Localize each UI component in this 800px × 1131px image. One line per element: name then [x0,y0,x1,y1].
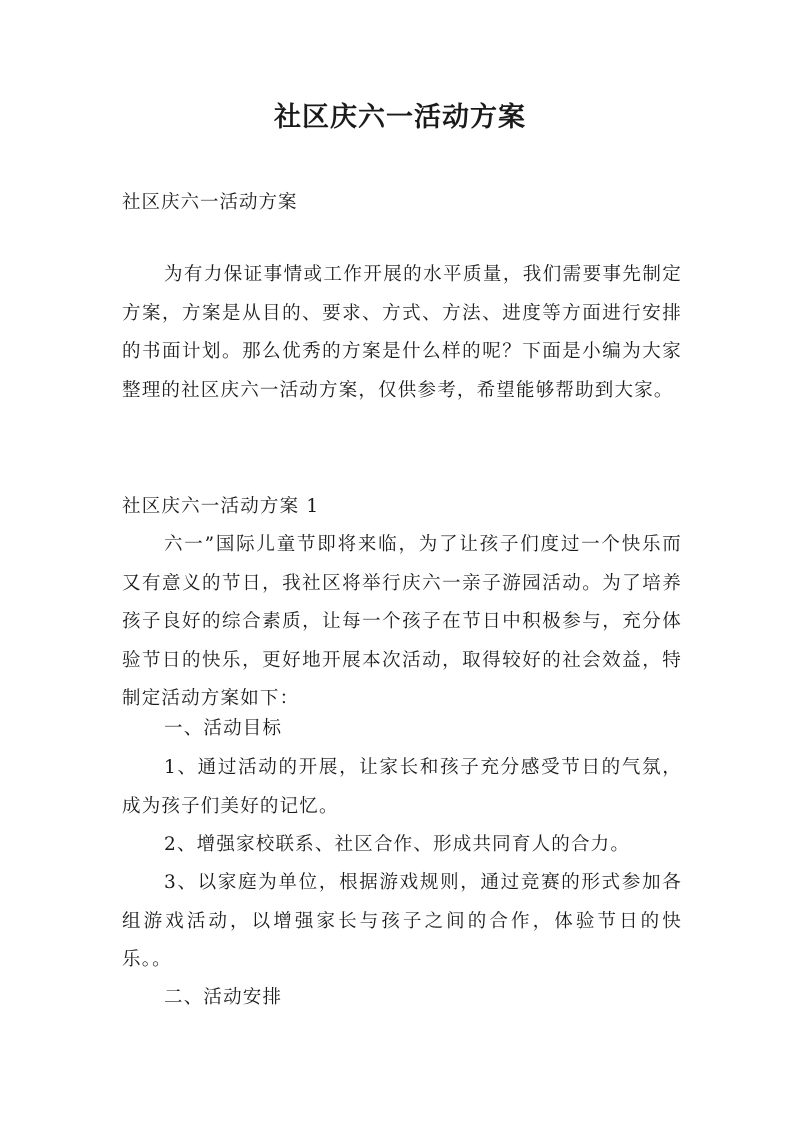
goal-item-1: 1、通过活动的开展，让家长和孩子充分感受节日的气氛，成为孩子们美好的记忆。 [122,757,682,817]
intro-paragraph: 为有力保证事情或工作开展的水平质量，我们需要事先制定方案，方案是从目的、要求、方式、方法、进度等方面进行安排的书面计划。那么优秀的方案是什么样的呢？下面是小编为大家整理的社区庆六一活动方案，仅供参考，希望能够帮助到大家。 [122,264,682,401]
document-subtitle: 社区庆六一活动方案 [122,192,298,213]
section-1-paragraph: 六一”国际儿童节即将来临，为了让孩子们度过一个快乐而又有意义的节日，我社区将举行庆六一亲子游园活动。为了培养孩子良好的综合素质，让每一个孩子在节日中积极参与，充分体验节日的快乐，更好地开展本次活动，取得较好的社会效益，特制定活动方案如下： [122,534,682,709]
section-1-title: 社区庆六一活动方案 1 [122,496,320,517]
goal-item-3: 3、以家庭为单位，根据游戏规则，通过竞赛的形式参加各组游戏活动，以增强家长与孩子之间的合作，体验节日的快乐。。 [122,872,682,970]
heading-arrangement: 二、活动安排 [164,987,283,1008]
document-title: 社区庆六一活动方案 [274,102,526,133]
goal-item-2: 2、增强家校联系、社区合作、形成共同育人的合力。 [164,834,631,855]
heading-goals: 一、活动目标 [164,718,283,739]
